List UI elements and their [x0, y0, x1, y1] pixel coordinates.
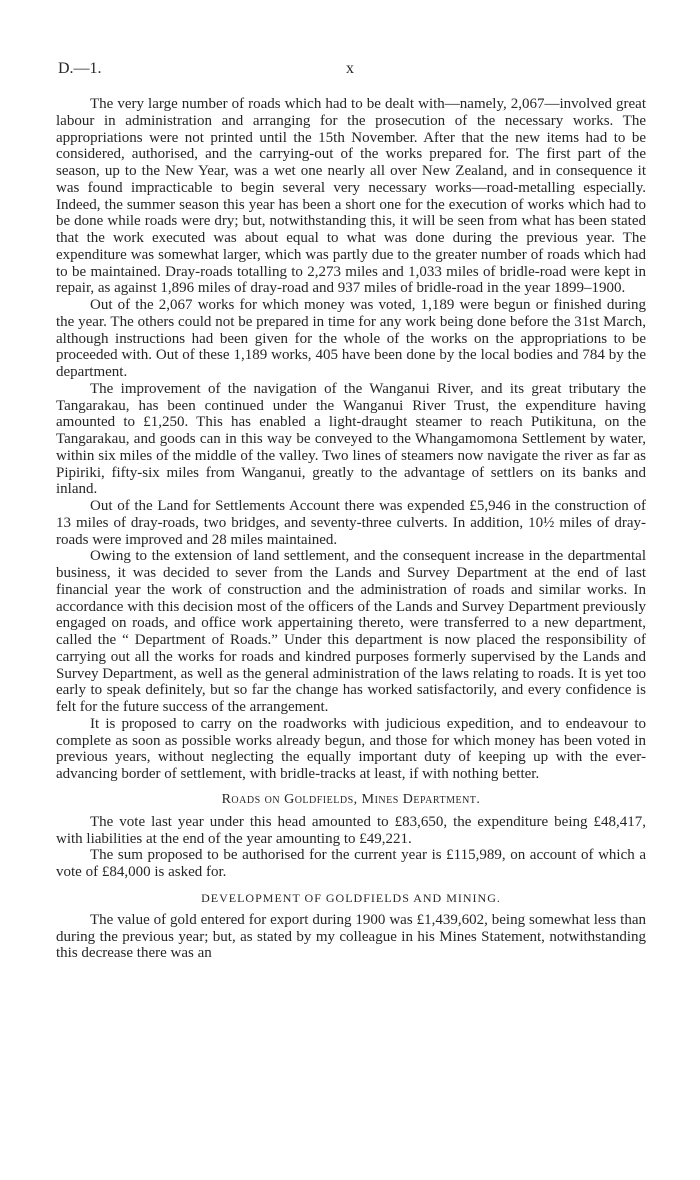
document-reference: D.—1. [58, 60, 102, 77]
section-heading: Roads on Goldfields, Mines Department. [221, 791, 481, 807]
paragraph: It is proposed to carry on the roadworks with judicious expedition, and to endeavour to complete as soon as possible works already begun, and those for which money has been voted in previous years, without neglecting the equally important duty of keeping up with the ever-advancing border of settlement, with bridle-tracks at least, if with nothing better. [56, 715, 646, 782]
paragraph: The improvement of the navigation of the Wanganui River, and its great tributary the Tangarakau, has been continued under the Wanganui River Trust, the expenditure having amounted to £1,250. This has enabled a light-draught steamer to reach Putikituna, on the Tangarakau, and goods can in this way be conveyed to the Whangamomona Settlement by water, within six miles of the middle of the valley. Two lines of steamers now navigate the river as far as Pipiriki, fifty-six miles from Wanganui, greatly to the advantage of settlers on its banks and inland. [56, 380, 646, 498]
paragraph: The value of gold entered for export during 1900 was £1,439,602, being somewhat less than during the previous year; but, as stated by my colleague in his Mines Statement, notwithstanding this decrease there was an [56, 911, 646, 962]
paragraph: The vote last year under this head amounted to £83,650, the expenditure being £48,417, with liabilities at the end of the year amounting to £49,221. [56, 813, 646, 847]
page-number: x [346, 60, 354, 77]
page-header [58, 60, 642, 82]
paragraph: Owing to the extension of land settlement, and the consequent increase in the departmental business, it was decided to sever from the Lands and Survey Department at the end of last financial year the work of construction and the administration of roads and similar works. In accordance with this decision most of the officers of the Lands and Survey Department previously engaged on roads, and office work appertaining thereto, were transferred to a new department, called the “ Department of Roads.” Under this department is now placed the responsibility of carrying out all the works for roads and kindred purposes formerly supervised by the Lands and Survey Department, as well as the general administration of the laws relating to roads. It is yet too early to speak definitely, but so far the change has worked satisfactorily, and every confidence is felt for the future success of the arrangement. [56, 548, 646, 715]
body-text [56, 96, 646, 962]
paragraph: The very large number of roads which had to be dealt with—namely, 2,067—involved great labour in administration and arranging for the prosecution of the necessary works. The appropriations were not printed until the 15th November. After that the new items had to be considered, authorised, and the carrying-out of the works prepared for. The first part of the season, up to the New Year, was a wet one nearly all over New Zealand, and in consequence it was found impracticable to begin several very necessary works—road-metalling especially. Indeed, the summer season this year has been a short one for the execution of works which had to be done while roads were dry; but, notwithstanding this, it will be seen from what has been stated that the work executed was about equal to what was done during the previous year. The expenditure was somewhat larger, which was partly due to the greater number of roads which had to be maintained. Dray-roads totalling to 2,273 miles and 1,033 miles of bridle-road were kept in repair, as against 1,896 miles of dray-road and 937 miles of bridle-road in the year 1899–1900. [56, 96, 646, 297]
paragraph: Out of the 2,067 works for which money was voted, 1,189 were begun or finished during the year. The others could not be prepared in time for any work being done before the 31st March, although instructions had been given for the whole of the works on the appropriations to be proceeded with. Out of these 1,189 works, 405 have been done by the local bodies and 784 by the department. [56, 297, 646, 380]
paragraph: Out of the Land for Settlements Account there was expended £5,946 in the construction of 13 miles of dray-roads, two bridges, and seventy-three culverts. In addition, 10½ miles of dray-roads were improved and 28 miles maintained. [56, 498, 646, 548]
section-heading: DEVELOPMENT OF GOLDFIELDS AND MINING. [201, 890, 501, 905]
paragraph: The sum proposed to be authorised for the current year is £115,989, on account of which a vote of £84,000 is asked for. [56, 847, 646, 880]
